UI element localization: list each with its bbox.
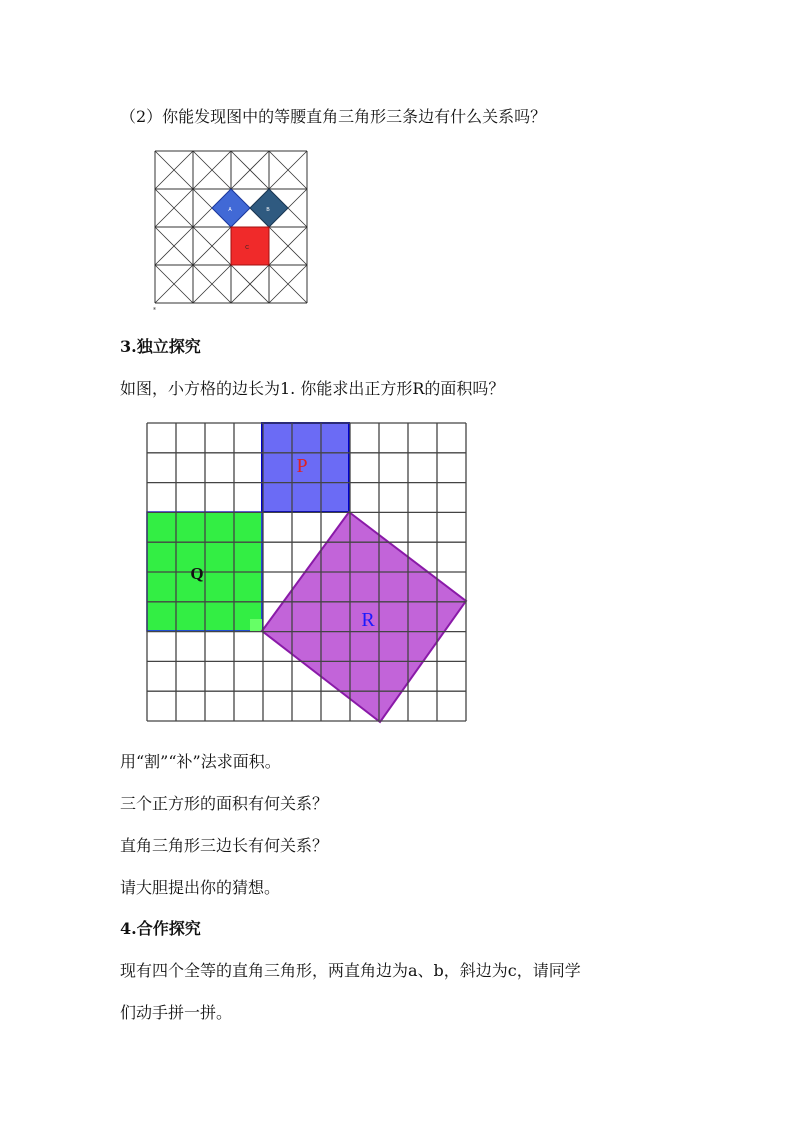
label-b: B: [266, 207, 270, 213]
label-q: Q: [190, 564, 204, 583]
question-area-relation: 三个正方形的面积有何关系？: [120, 794, 329, 813]
section-4-text-line-1: 现有四个全等的直角三角形，两直角边为a、b，斜边为c，请同学: [120, 961, 581, 980]
section-3-prompt: 如图，小方格的边长为1. 你能求出正方形R的面积吗？: [120, 379, 505, 398]
question-2-text: （2）你能发现图中的等腰直角三角形三条边有什么关系吗？: [120, 107, 547, 126]
section-4-heading: 4.合作探究: [120, 919, 201, 938]
question-cut-fill: 用“割”“补”法求面积。: [120, 752, 281, 771]
section-4-text-line-2: 们动手拼一拼。: [120, 1003, 233, 1022]
label-r: R: [361, 609, 375, 631]
corner-mark: *: [153, 307, 156, 314]
label-p: P: [296, 455, 308, 477]
question-side-relation: 直角三角形三边长有何关系？: [120, 836, 329, 855]
square-grid-figure: [140, 415, 474, 730]
triangle-grid-figure: [148, 146, 314, 316]
label-c: C: [245, 245, 249, 251]
section-3-heading: 3.独立探究: [120, 337, 201, 356]
square-c: [231, 227, 269, 265]
question-conjecture: 请大胆提出你的猜想。: [120, 878, 281, 897]
label-a: A: [228, 207, 232, 213]
right-angle-mark: [250, 619, 262, 631]
